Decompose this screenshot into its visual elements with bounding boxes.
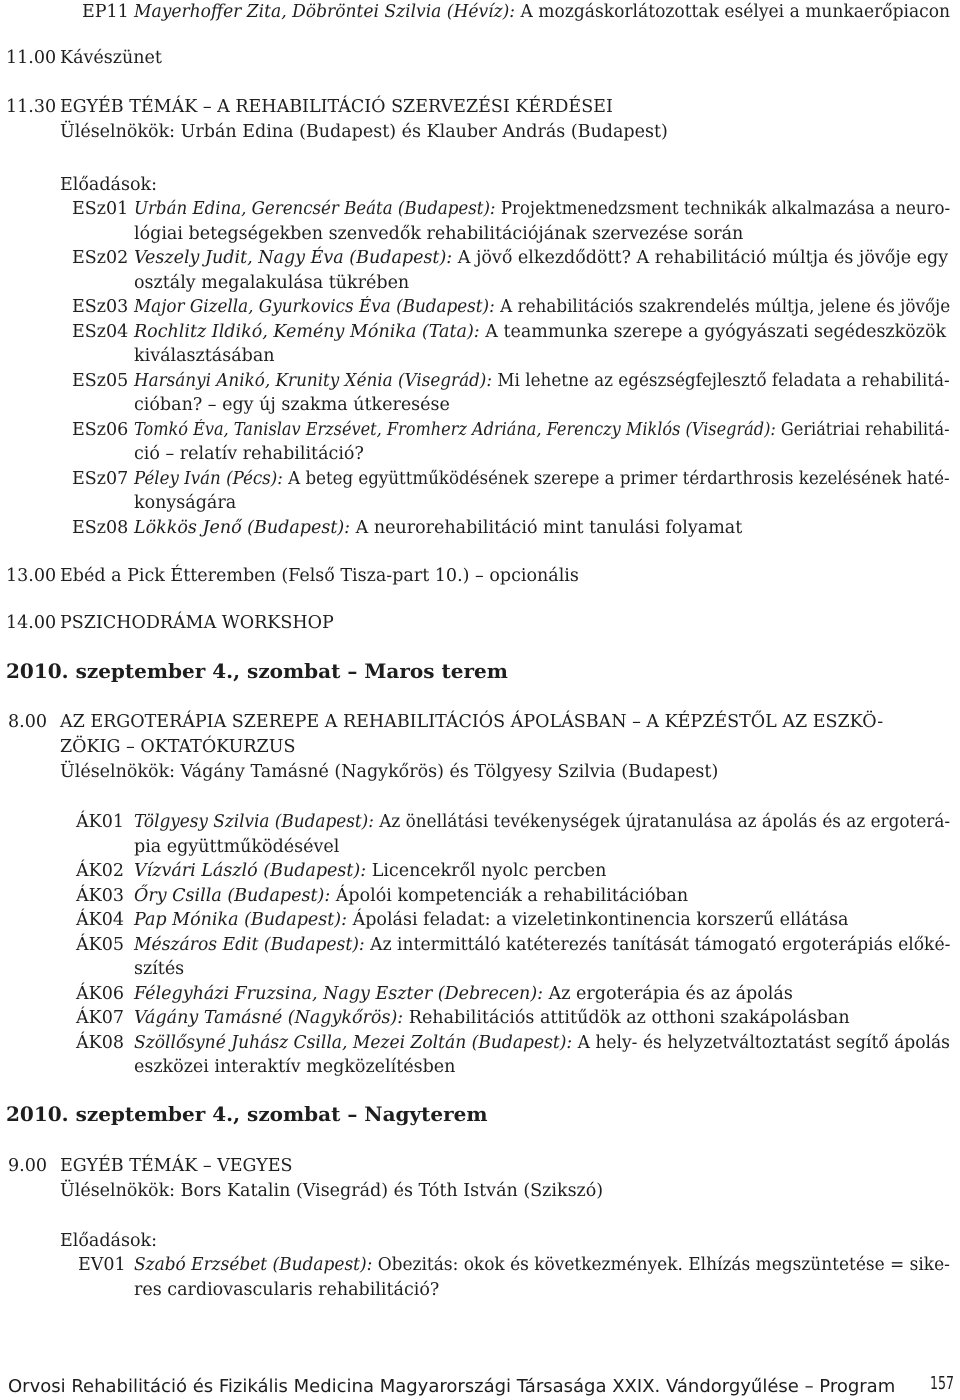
talk-code: ESz08 (72, 517, 129, 538)
talk-title: A mozgáskorlátozottak esélyei a munkaerőpiacon (520, 2, 951, 22)
talk-authors: Szabó Erzsébet (Budapest): (134, 1255, 373, 1275)
talk-title: Licencekről nyolc percben (371, 861, 607, 881)
talk-code: ÁK07 (76, 1008, 124, 1028)
talk-code: ÁK02 (76, 861, 124, 881)
talk-code: ESz03 (72, 297, 129, 317)
talk-title: Geriátriai rehabilitá- (780, 419, 950, 440)
session-title-continued: ZÖKIG – OKTATÓKURZUS (60, 737, 296, 757)
workshop-title: PSZICHODRÁMA WORKSHOP (60, 613, 334, 633)
talk-code: ESz05 (72, 370, 129, 391)
talk-title-continued: eszközei interaktív megközelítésben (134, 1057, 456, 1077)
talk-title: Rehabilitációs attitűdök az otthoni szakápolásban (408, 1008, 850, 1028)
talk-authors: Rochlitz Ildikó, Kemény Mónika (Tata): (134, 321, 480, 342)
talk-title: Ápolói kompetenciák a rehabilitációban (335, 885, 689, 906)
page-number: 157 (930, 1373, 955, 1394)
talk-authors: Szöllősyné Juhász Csilla, Mezei Zoltán (Budapest): (134, 1032, 573, 1053)
talk-line (134, 982, 793, 1007)
talk-code: ÁK03 (76, 885, 124, 906)
time-label: 13.00 (6, 566, 57, 586)
talk-authors: Mayerhoffer Zita, Döbröntei Szilvia (Hévíz): (134, 2, 516, 22)
talk-title: A beteg együttműködésének szerepe a primer térdarthrosis kezelésének haté- (288, 468, 950, 489)
talk-title: Az intermittáló katéterezés tanítását támogató ergoterápiás előké- (370, 934, 951, 955)
session-chairs: Üléselnökök: Urbán Edina (Budapest) és Klauber András (Budapest) (60, 122, 668, 142)
talk-line (134, 1253, 950, 1278)
talk-line (134, 810, 950, 835)
session-title: AZ ERGOTERÁPIA SZEREPE A REHABILITÁCIÓS ÁPOLÁSBAN – A KÉPZÉSTŐL AZ ESZKÖ- (60, 712, 884, 732)
talk-code: ÁK01 (76, 812, 124, 832)
talk-title: Projektmenedzsment technikák alkalmazása a neuro- (500, 199, 951, 219)
talk-authors: Tölgyesy Szilvia (Budapest): (134, 812, 374, 832)
talk-line (134, 884, 688, 909)
talk-title: Mi lehetne az egészségfejlesztő feladata a rehabilitá- (497, 370, 950, 391)
talk-title: Ápolási feladat: a vizeletinkontinencia korszerű ellátása (352, 910, 849, 930)
talk-code: ÁK08 (76, 1032, 124, 1053)
talk-title-continued: pia együttműködésével (134, 836, 340, 857)
talk-title: Obezitás: okok és következmények. Elhízás megszüntetése = sike- (377, 1255, 950, 1275)
talk-authors: Félegyházi Fruzsina, Nagy Eszter (Debrecen): (134, 983, 544, 1004)
talk-authors: Péley Iván (Pécs): (134, 468, 283, 489)
talk-authors: Harsányi Anikó, Krunity Xénia (Visegrád): (134, 370, 493, 391)
talks-label: Előadások: (60, 1231, 157, 1251)
talk-title-continued: osztály megalakulása tükrében (134, 272, 410, 293)
session-title: EGYÉB TÉMÁK – A REHABILITÁCIÓ SZERVEZÉSI KÉRDÉSEI (60, 97, 613, 117)
talk-title-continued: konyságára (134, 493, 237, 513)
talk-authors: Veszely Judit, Nagy Éva (Budapest): (134, 248, 453, 268)
talk-title: Az önellátási tevékenységek újratanulása az ápolás és az ergoterá- (379, 812, 951, 832)
talk-code: ÁK06 (76, 983, 124, 1004)
footer-text: Orvosi Rehabilitáció és Fizikális Medicina Magyarországi Társasága XXIX. Vándorgyűlése – Program (8, 1376, 896, 1397)
talk-line (134, 295, 950, 320)
talk-code: ÁK05 (76, 934, 124, 955)
talk-code: ESz06 (72, 419, 129, 440)
talk-title-continued: res cardiovascularis rehabilitáció? (134, 1279, 440, 1300)
talk-authors: Urbán Edina, Gerencsér Beáta (Budapest): (134, 199, 496, 219)
talk-code: ESz04 (72, 321, 129, 342)
talk-line (134, 1006, 850, 1031)
session-chairs: Üléselnökök: Bors Katalin (Visegrád) és Tóth István (Szikszó) (60, 1181, 604, 1201)
talk-title-continued: ció – relatív rehabilitáció? (134, 444, 364, 464)
day-heading: 2010. szeptember 4., szombat – Nagyterem (6, 1102, 488, 1126)
talk-code: ESz02 (72, 248, 129, 268)
lunch-label: Ebéd a Pick Étteremben (Felső Tisza-part 10.) – opcionális (60, 566, 579, 586)
session-chairs: Üléselnökök: Vágány Tamásné (Nagykőrös) és Tölgyesy Szilvia (Budapest) (60, 762, 719, 782)
talk-authors: Pap Mónika (Budapest): (134, 910, 347, 930)
talk-line (134, 467, 950, 492)
talk-line (134, 246, 948, 271)
talk-code: ÁK04 (76, 910, 124, 930)
talk-authors: Tomkó Éva, Tanislav Erzsévet, Fromherz Adriána, Ferenczy Miklós (Visegrád): (134, 419, 776, 440)
talk-authors: Vízvári László (Budapest): (134, 861, 367, 881)
time-label: 11.00 (6, 48, 57, 68)
talk-title-continued: cióban? – egy új szakma útkeresése (134, 395, 450, 415)
session-title: EGYÉB TÉMÁK – VEGYES (60, 1156, 293, 1176)
talks-label: Előadások: (60, 175, 157, 195)
break-label: Kávészünet (60, 48, 162, 68)
talk-title: A rehabilitációs szakrendelés múltja, jelene és jövője (500, 297, 951, 317)
talk-line (134, 1031, 950, 1056)
talk-code: ESz01 (72, 199, 129, 219)
talk-title: A jövő elkezdődött? A rehabilitáció múltja és jövője egy (457, 248, 949, 268)
day-heading: 2010. szeptember 4., szombat – Maros terem (6, 659, 508, 683)
talk-authors: Vágány Tamásné (Nagykőrös): (134, 1008, 404, 1028)
time-label: 9.00 (8, 1156, 47, 1176)
talk-line (134, 0, 950, 25)
talk-code: EP11 (82, 2, 129, 22)
time-label: 14.00 (6, 613, 57, 633)
talk-authors: Lökkös Jenő (Budapest): (134, 517, 351, 538)
talk-authors: Major Gizella, Gyurkovics Éva (Budapest): (134, 297, 495, 317)
talk-line (134, 418, 950, 443)
talk-title: Az ergoterápia és az ápolás (548, 983, 793, 1004)
time-label: 11.30 (6, 97, 57, 117)
talk-line (134, 516, 742, 541)
talk-title: A neurorehabilitáció mint tanulási folyamat (355, 517, 743, 538)
talk-code: EV01 (78, 1255, 126, 1275)
talk-title-continued: kiválasztásában (134, 346, 275, 366)
talk-line (134, 859, 606, 884)
talk-line (134, 908, 848, 933)
talk-title: A teammunka szerepe a gyógyászati segédeszközök (485, 321, 947, 342)
time-label: 8.00 (8, 712, 47, 732)
talk-code: ESz07 (72, 468, 129, 489)
talk-title-continued: szítés (134, 959, 185, 979)
talk-line (134, 197, 950, 222)
talk-authors: Őry Csilla (Budapest): (134, 885, 331, 906)
talk-line (134, 320, 946, 345)
talk-line (134, 369, 950, 394)
talk-authors: Mészáros Edit (Budapest): (134, 934, 365, 955)
talk-title-continued: lógiai betegségekben szenvedők rehabilitációjának szervezése során (134, 223, 744, 244)
talk-title: A hely- és helyzetváltoztatást segítő ápolás (577, 1032, 950, 1053)
talk-line (134, 933, 950, 958)
